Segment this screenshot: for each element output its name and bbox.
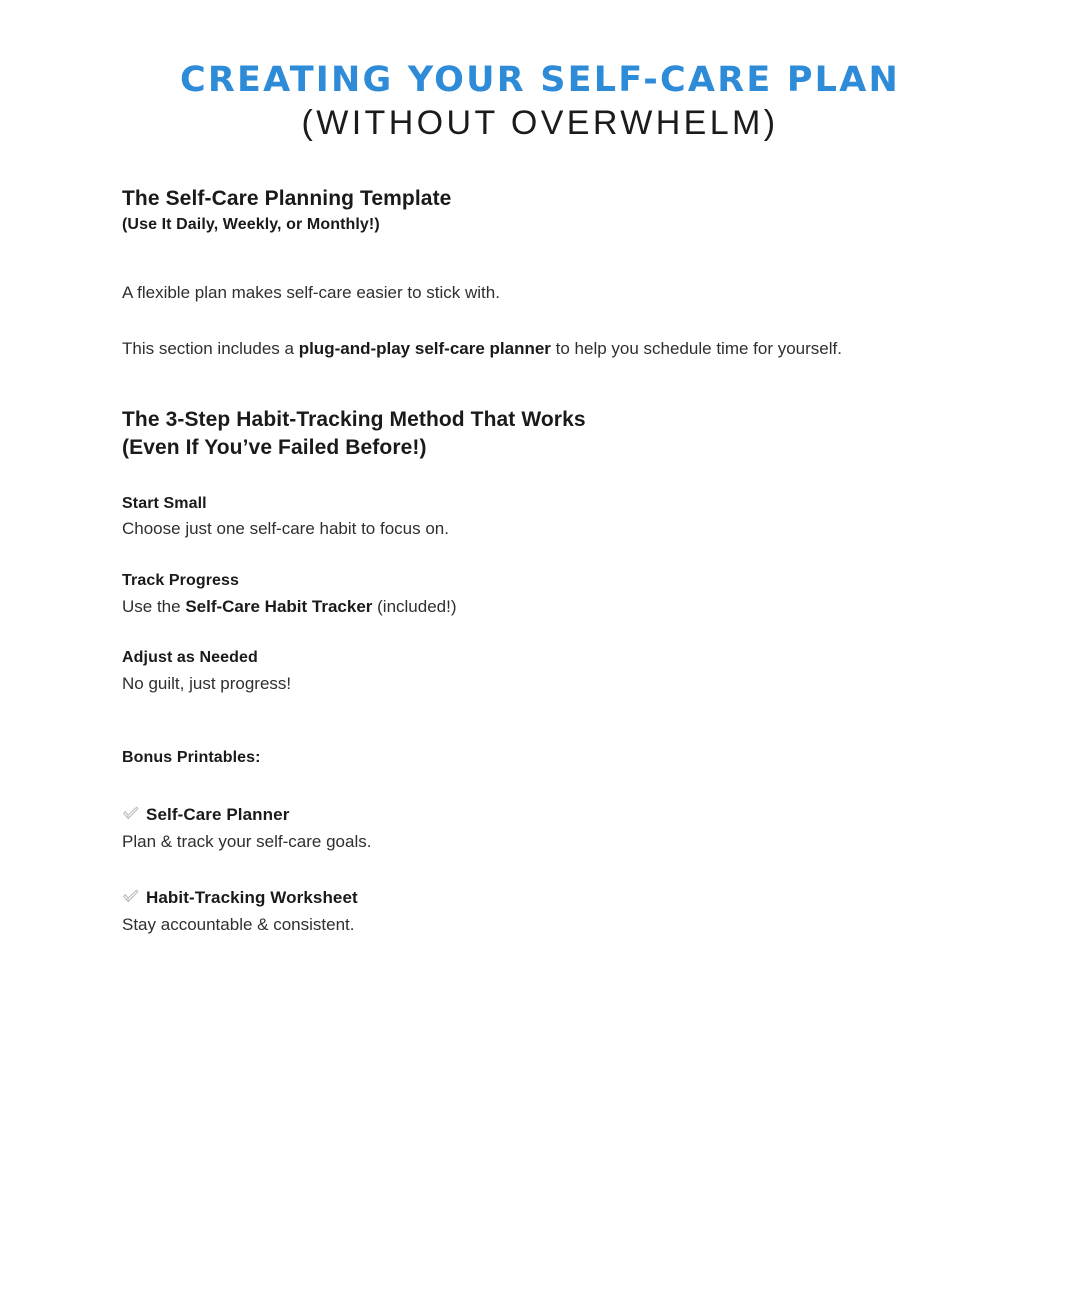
bonus-item-1-title-row	[122, 804, 940, 827]
step-description-1	[122, 517, 940, 542]
step-desc-2-part-1: Use the	[122, 596, 186, 616]
step-desc-2-bold: Self-Care Habit Tracker	[185, 596, 373, 616]
bonus-item-2-title: Habit-Tracking Worksheet	[146, 887, 358, 907]
section-bonus-printables	[122, 747, 940, 938]
step-item-3	[122, 647, 940, 696]
section-habit-tracking	[122, 406, 940, 696]
step-label-3: Adjust as Needed	[122, 649, 258, 667]
step-desc-3-part-1: No guilt, just progress!	[122, 673, 292, 693]
check-mark-icon	[122, 889, 139, 904]
bonus-item-1-description: Plan & track your self-care goals.	[122, 832, 372, 852]
bonus-item-2-title-row	[122, 887, 940, 910]
paragraph-flexible-plan: A flexible plan makes self-care easier to stick with.	[122, 282, 500, 302]
step-item-1	[122, 493, 940, 542]
page-title-block	[0, 0, 1080, 142]
section-heading-bonus-printables: Bonus Printables:	[122, 748, 261, 766]
step-label-1: Start Small	[122, 494, 207, 512]
step-description-2	[122, 595, 940, 620]
section-heading-habit-line-1: The 3-Step Habit-Tracking Method That Works	[122, 408, 586, 432]
section-heading-planning-template: The Self-Care Planning Template	[122, 186, 452, 210]
step-description-3	[122, 672, 940, 697]
document-body	[0, 186, 1080, 937]
page-subtitle: (WITHOUT OVERWHELM)	[301, 103, 779, 142]
bonus-item-1-title: Self-Care Planner	[146, 805, 290, 825]
paragraph-section-includes	[122, 336, 940, 362]
section-subheading-planning-template: (Use It Daily, Weekly, or Monthly!)	[122, 215, 380, 233]
paragraph-text-part-1: This section includes a	[122, 338, 299, 358]
step-desc-2-part-2: (included!)	[372, 596, 457, 616]
section-heading-habit-line-2: (Even If You’ve Failed Before!)	[122, 435, 427, 459]
bonus-item-2-description: Stay accountable & consistent.	[122, 914, 355, 934]
bonus-item-2	[122, 887, 940, 938]
check-mark-icon	[122, 806, 139, 821]
bonus-item-1	[122, 804, 940, 855]
paragraph-text-bold: plug-and-play self-care planner	[298, 338, 551, 358]
step-item-2	[122, 570, 940, 619]
section-planning-template	[122, 186, 940, 362]
step-desc-1-part-1: Choose just one self-care habit to focus on.	[122, 519, 449, 539]
paragraph-text-part-2: to help you schedule time for yourself.	[550, 338, 842, 358]
page-title: CREATING YOUR SELF-CARE PLAN	[180, 60, 900, 100]
step-label-2: Track Progress	[122, 572, 240, 590]
section-heading-habit-tracking	[122, 406, 940, 461]
